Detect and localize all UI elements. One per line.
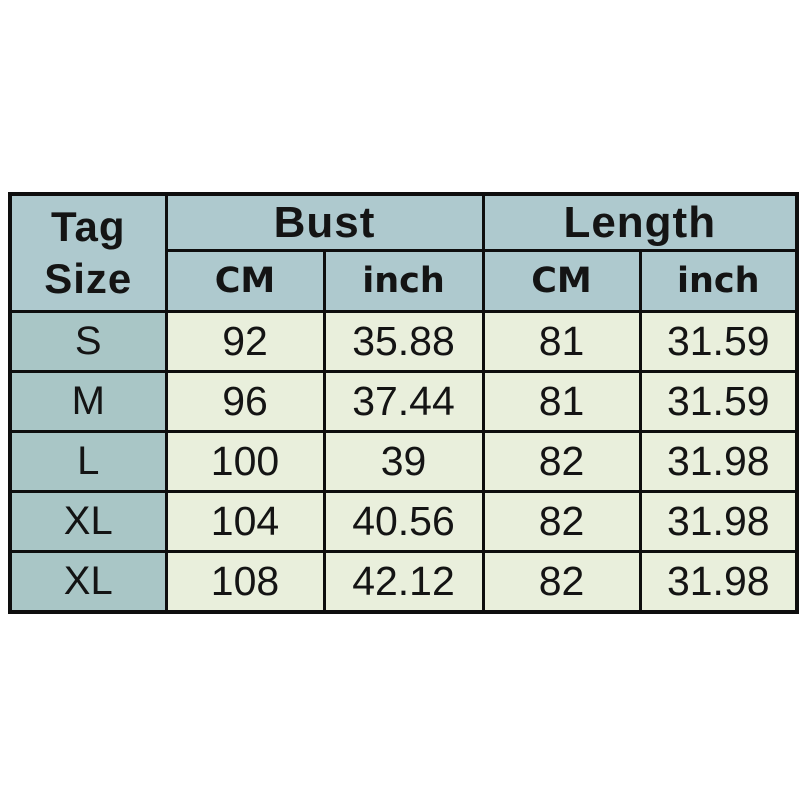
group-header-bust: Bust — [166, 194, 483, 251]
value-cell-bust-inch: 37.44 — [324, 372, 483, 432]
table-row-m — [10, 372, 797, 432]
value-cell-length-cm: 82 — [483, 552, 640, 613]
value-cell-length-inch: 31.98 — [640, 492, 797, 552]
table-row-l — [10, 432, 797, 492]
subheader-bust-inch: inch — [324, 251, 483, 312]
table-row-xl — [10, 492, 797, 552]
value-cell-bust-inch: 35.88 — [324, 312, 483, 372]
value-cell-length-cm: 82 — [483, 492, 640, 552]
size-cell: S — [10, 312, 166, 372]
value-cell-bust-inch: 40.56 — [324, 492, 483, 552]
value-cell-bust-cm: 100 — [166, 432, 324, 492]
value-cell-length-inch: 31.59 — [640, 312, 797, 372]
value-cell-bust-cm: 104 — [166, 492, 324, 552]
size-cell: M — [10, 372, 166, 432]
size-chart-table — [8, 192, 799, 614]
size-cell: L — [10, 432, 166, 492]
value-cell-length-inch: 31.98 — [640, 432, 797, 492]
value-cell-length-inch: 31.59 — [640, 372, 797, 432]
value-cell-length-cm: 82 — [483, 432, 640, 492]
value-cell-length-cm: 81 — [483, 312, 640, 372]
value-cell-bust-cm: 108 — [166, 552, 324, 613]
value-cell-bust-inch: 39 — [324, 432, 483, 492]
value-cell-length-cm: 81 — [483, 372, 640, 432]
subheader-length-cm: CM — [483, 251, 640, 312]
value-cell-bust-cm: 96 — [166, 372, 324, 432]
size-cell: XL — [10, 552, 166, 613]
subheader-length-inch: inch — [640, 251, 797, 312]
group-header-length: Length — [483, 194, 797, 251]
corner-header-line2: Size — [44, 255, 133, 302]
size-cell: XL — [10, 492, 166, 552]
value-cell-length-inch: 31.98 — [640, 552, 797, 613]
corner-header-cell — [10, 194, 166, 312]
value-cell-bust-cm: 92 — [166, 312, 324, 372]
table-row-s — [10, 312, 797, 372]
subheader-bust-cm: CM — [166, 251, 324, 312]
header-group-row — [10, 194, 797, 251]
corner-header-line1: Tag — [50, 202, 126, 250]
value-cell-bust-inch: 42.12 — [324, 552, 483, 613]
table-row-xl-2 — [10, 552, 797, 613]
